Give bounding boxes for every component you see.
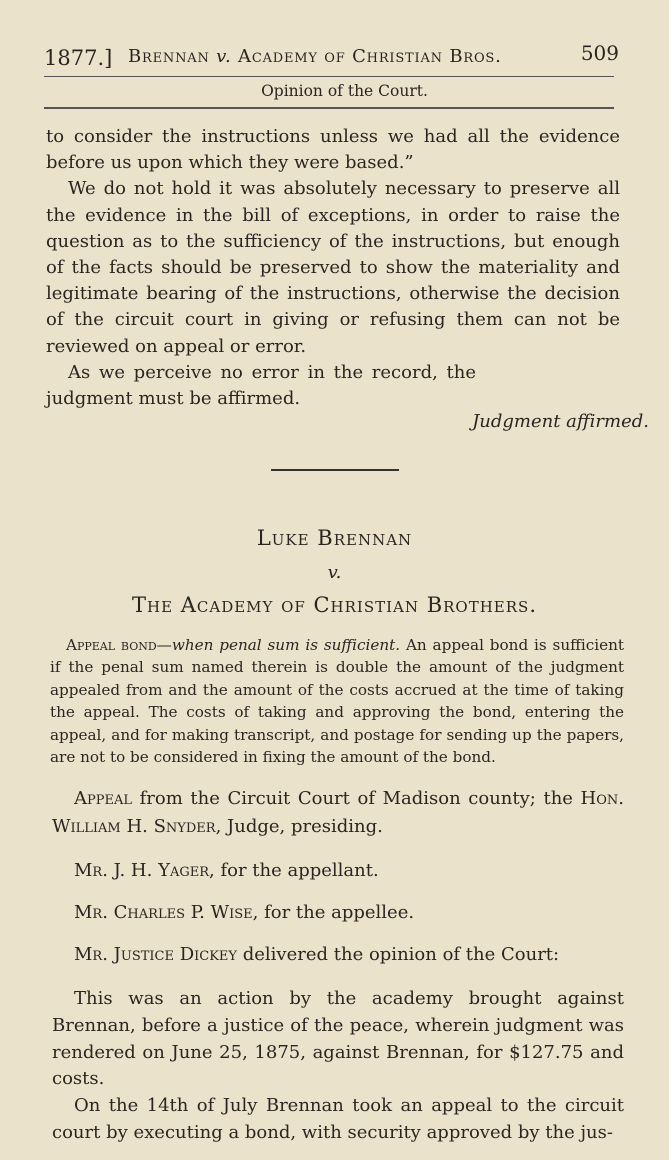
opinion-paragraph-2: On the 14th of July Brennan took an appeal to the circuit court by executing a bond, with security approved by the jus- xyxy=(52,1095,624,1143)
headnote xyxy=(50,634,624,768)
case-versus: v. xyxy=(327,562,342,583)
opinion-body xyxy=(52,986,624,1147)
paragraph-evidence: We do not hold it was absolutely necessary to preserve all the evidence in the bill of exceptions, in order to raise the question as to the sufficiency of the instructions, but enough of the facts should be preserved to show the materiality and legitimate bearing of the instructions, otherwise the decision of the circuit court in giving or refusing them can not be reviewed on appeal or error. xyxy=(46,178,620,357)
header-title-plaintiff: Brennan xyxy=(128,46,210,67)
appellee-counsel: Mr. Charles P. Wise xyxy=(74,902,253,923)
opinion-paragraph-1: This was an action by the academy brought against Brennan, before a justice of the peace, wherein judgment was rendered on June 25, 1875, against Brennan, for $127.75 and costs. xyxy=(52,988,624,1090)
case-defendant: The Academy of Christian Brothers. xyxy=(132,593,537,617)
header-title-versus: v. xyxy=(216,46,232,67)
header-year: 1877.] xyxy=(44,46,113,70)
appeal-paragraph xyxy=(52,785,624,841)
justice-name: Mr. Justice Dickey xyxy=(74,944,238,965)
case-divider xyxy=(271,469,399,471)
appellant-text: , for the appellant. xyxy=(209,860,379,881)
opinion-continuation xyxy=(46,124,620,412)
appellant-counsel: Mr. J. H. Yager xyxy=(74,860,209,881)
header-title-defendant: Academy of Christian Bros. xyxy=(238,46,502,67)
appeal-lead: Appeal xyxy=(74,788,133,809)
appeal-text-2: , Judge, presiding. xyxy=(215,816,383,837)
justice-text: delivered the opinion of the Court: xyxy=(237,944,560,965)
judgment-affirmed: Judgment affirmed. xyxy=(472,411,649,432)
paragraph-conclusion: As we perceive no error in the record, the judgment must be affirmed. xyxy=(46,361,476,410)
appellant-counsel-line xyxy=(52,857,624,885)
appellee-counsel-line xyxy=(52,899,624,927)
headnote-subheading: —when penal sum is sufficient. xyxy=(156,636,401,654)
case-plaintiff: Luke Brennan xyxy=(256,526,413,550)
headnote-heading: Appeal bond xyxy=(66,636,157,654)
running-header xyxy=(44,40,619,70)
appeal-judge: Hon. William H. Snyder xyxy=(52,788,624,837)
paragraph-continued: to consider the instructions unless we had all the evidence before us upon which they were based.” xyxy=(46,126,620,174)
header-rule-top xyxy=(44,76,614,77)
appeal-text-1: from the Circuit Court of Madison county; the xyxy=(132,788,581,809)
header-rule-bottom xyxy=(44,107,614,109)
appellee-text: , for the appellee. xyxy=(252,902,415,923)
headnote-text: An appeal bond is sufficient if the penal sum named therein is double the amount of the judgment appealed from and the amount of the costs accrued at the time of taking the appeal. The costs of taking and approving the bond, entering the appeal, and for making transcript, and postage for sending up the papers, are not to be considered in fixing the amount of the bond. xyxy=(50,636,624,767)
justice-line xyxy=(52,941,624,969)
opinion-subheader: Opinion of the Court. xyxy=(261,82,428,100)
header-title xyxy=(128,46,502,67)
page-number: 509 xyxy=(580,41,619,65)
